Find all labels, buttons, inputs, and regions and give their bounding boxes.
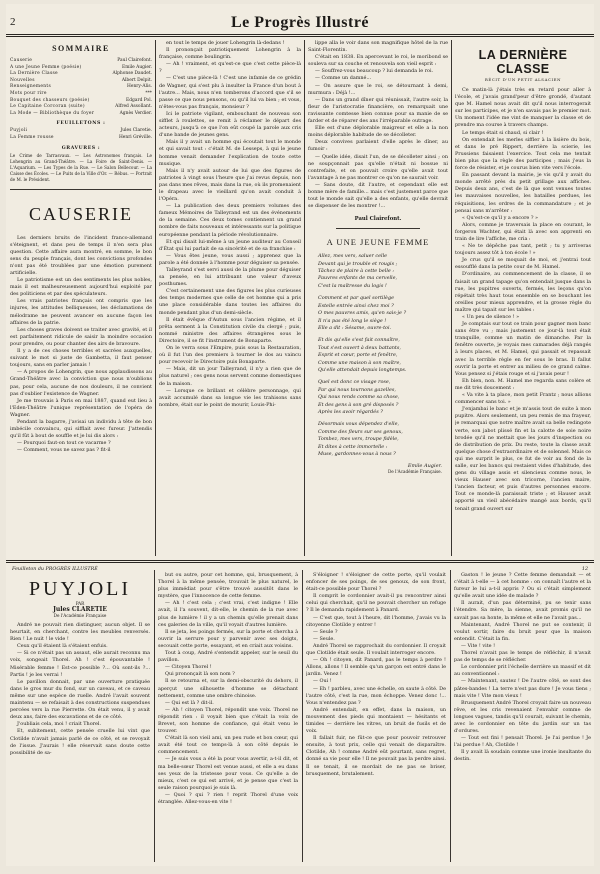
feuilleton-paragraph: Le pavillon donnait, par une ouverture pratiquée dans le gros mur du fond, sur un caveau, et ce caveau même sur une espèce de ruelle. André l'avait souvent maintenu — se refaisait à des constructions suspendues percées vers la rue Pierrette. On était venu, il y avait deux ans, faire des excavations et de ce côté. <box>10 678 150 721</box>
feuilleton-paragraph: — Ah ! c'est cela ; c'est vrai, c'est indigne ! Elle avait, il l'a souvent, dit-elle, le chemin de la rue avec plus de lumière ! il y a un chemin qu'elle prenait dans ces galeries de la ville, qu'il voyait d'autres lumière. <box>158 600 298 628</box>
gravures-title: GRAVURES : <box>61 145 101 151</box>
feuilleton-paragraph: Il fallait fuir, ne fût-ce que pour pouvoir retrouver ensuite, à tout prix, celle qui venait de disparaître. Clotilde, Ah ! comme André eût pourtant, sans regret, donné sa vie pour elle ! Il ne pouvait pas la perdre ainsi. Il se tenait, il se mordait de ne pas se briser, brusquement, brutalement. <box>306 735 446 777</box>
feuilleton-column-1 <box>10 576 150 862</box>
poem-verse: Pauvres enfants de ma cervelle, <box>318 275 398 282</box>
derniere-classe-paragraph: J'enjambai le banc et je m'assis tout de suite à mon pupitre. Alors seulement, un peu remis de ma frayeur, je remarquai que notre maître avait sa belle redingote verte, son jabot plissé fin et la calotte de soie noire brodée qu'il ne mettait que les jours d'inspection ou de distribution de prix. Du reste, toute la classe avait quelque chose d'extraordinaire et de solennel. Mais ce qui me surprit le plus, ce fut de voir au fond de la salle, sur les bancs qui restaient vides d'habitude, des gens du village assis et silencieux comme nous, le vieux Hauser avec son tricorne, l'ancien maire, l'ancien facteur, et puis d'autres personnes encore. Tout ce monde-là paraissait triste ; et Hauser avait apporté un vieil abécédaire mangé aux bords, qu'il tenait grand ouvert sur <box>455 406 591 512</box>
feuilleton-entry-label: La Femme rousse <box>10 134 54 140</box>
feuilleton-column-3 <box>306 572 446 862</box>
sommaire-entry-author: Paul Clairefont. <box>117 58 152 63</box>
sommaire-entry-label: A une Jeune Femme (poésie) <box>10 64 82 70</box>
poem-verse: Esprit et cœur, porte et fenêtre, <box>318 352 398 359</box>
feuilleton-paragraph: — C'est que, tout à l'heure, dit l'homme, j'avais vu la citoyenne Clotilde y entrer ! <box>306 614 446 628</box>
column-3 <box>308 40 448 556</box>
article-paragraph: — C'est une pièce-là ! C'est une infamie de ce grédin de Wagner, qui s'est plu à insulter la France d'un bout à l'autre... Mais, nous n'en tomberons d'accord que s'il se passe ce que nous pensons, ou qu'il lui va bien ; et vous, n'êtes-vous pas français, monsieur ? <box>159 75 301 110</box>
article-paragraph: — Dans un grand dîner qui réunissait, l'autre soir, la fleur de l'aristocratie financière, on remarquait une ravissante comtesse bien connue pour sa manie de se farder et de réparer des ans l'irréparable outrage. <box>308 96 448 125</box>
article-paragraph: Elle est d'une déplorable maigreur et elle a la non moins déplorable habitude de se décolleter. <box>308 125 448 139</box>
sommaire-list <box>10 58 152 117</box>
poem-verse: Et dites à cette immortelle : <box>318 443 388 450</box>
feuilleton-paragraph: — Qui est là ? dit-il. <box>165 699 214 706</box>
derniere-classe-paragraph: « Va vite à ta place, mon petit Frantz ; nous allions commencer sans toi. » <box>455 392 591 406</box>
column-4 <box>455 40 591 556</box>
feuilleton-paragraph: Maintenant, André Thorel ne put se contenir, il voulut sortir, faire du bruit pour que la maison entendit. C'était la fin. <box>454 621 591 642</box>
article-paragraph: — Mais, dit un jour Talleyrand, il n'y a rien que de plus naturel ; ces gens nous servent comme domestiques de la maison. <box>159 366 301 387</box>
feuilleton-entry-author: Henri Gréville. <box>118 134 152 140</box>
sommaire-entry-author: Alfred Assollant. <box>115 104 152 110</box>
derniere-classe-paragraph: Ce matin-là j'étais très en retard pour aller à l'école, et j'avais grand'peur d'être grondé, d'autant que M. Hamel nous avait dit qu'il nous interrogerait sur les participes, et je n'en savais pas le premier mot. Un moment l'idée me vint de manquer la classe et de prendre ma course à travers champs. <box>455 87 591 129</box>
sommaire-title: SOMMAIRE <box>52 44 110 53</box>
sommaire-entry <box>10 84 152 91</box>
poem-author: Emile Augier. <box>407 463 442 470</box>
column-divider <box>451 40 452 556</box>
poem-verse: Tout s'est ouvert à deux battants, <box>318 344 401 351</box>
sommaire-entry-author: Emile Augier. <box>122 64 152 70</box>
feuilleton-paragraph: Il y avait là soudain comme une ironie insultante du destin. <box>454 749 591 763</box>
derniere-classe-paragraph: Alors, comme je traversais la place en courant, le forgeron Wachter, qui était là avec son apprenti en train de lire l'affiche, me cria : <box>455 221 591 242</box>
sommaire-entry <box>10 98 152 105</box>
poem-verse: Tâchez de plaire à cette belle : <box>318 268 394 275</box>
poem-stanza <box>308 295 448 332</box>
poem-verse: Estelle entrée ainsi chez moi ? <box>318 302 394 309</box>
feuilleton-paragraph: Gaston ! le jeune ? Cette femme demandait — et c'était à t-elle — à cet homme : on connaît l'autre et la fureur le lui a-t-il appris ? Ou si c'était simplement qu'elle avait une idée de malade ? <box>454 572 591 600</box>
article-paragraph: Deux convives parlaient d'elle après le dîner, au fumoir : <box>308 139 448 153</box>
puyjoli-author: Jules CLARETIE <box>53 606 107 613</box>
column-divider <box>155 40 156 556</box>
sommaire-entry <box>10 111 152 118</box>
causerie-paragraph: Les choses graves doivent se traiter avec gravité, et il est parfaitement ridicule de saisir la moindre occasion pour prendre, ou pour chanter des airs de bravoure. <box>10 326 152 347</box>
poem-verse: O mes pauvres amis, qu'en sais-je ? <box>318 310 407 317</box>
sommaire-entry-label: Causerie <box>10 58 33 63</box>
article-paragraph: — Ah ! vraiment, et qu'est-ce que c'est cette pièce-là ? <box>159 61 301 75</box>
sommaire-entry <box>10 65 152 72</box>
feuilleton-paragraph: — Seule ? <box>313 628 338 635</box>
feuilleton-paragraph: André ne pouvait rien distinguer, aucun objet. Il se heurtait, en cherchant, contre les meubles renversés. Rien ! Le nuit ! le vide ! <box>10 622 150 643</box>
sommaire-entry-label: Renseignements <box>10 84 52 90</box>
feuilleton-paragraph: André Thorel se rapprochait du cordonnier. Il croyait que Clotilde était seule. Il voulait interroger encore. <box>306 642 446 657</box>
article-paragraph: Mais il y avait un homme qui écoutait tout le monde et qui savait tout : c'était M. de Lesseps, à qui le jeune homme venait demander l'explication de toute cette musique. <box>159 139 301 167</box>
article-paragraph: Ici le patriote vigilant, embouchant de nouveau son sifflet à roulettes, se remit à réclamer le départ des acteurs, jusqu'à ce que l'on eût coupé la parole aux cris d'une bande de jeunes gens. <box>159 110 301 139</box>
sommaire-entry-label: Mots pour rire <box>10 90 47 96</box>
sommaire-entry <box>10 78 152 85</box>
feuilleton-paragraph: Il comprit le cordonnier avait-il pu rencontrer ainsi celui qui cherchait, qu'il ne pouvait chercher un refuge ? Il le demanda rapidement à Panard. <box>306 593 446 614</box>
poem-verse: Après les avoir régardés ? <box>318 408 383 415</box>
column-1 <box>10 40 152 560</box>
feuilleton-entry <box>10 128 152 135</box>
feuilleton-rule <box>6 560 594 561</box>
sommaire-entry-label: La Dernière Classe <box>10 71 58 77</box>
poem-title: A UNE JEUNE FEMME <box>326 237 430 248</box>
column-divider <box>450 570 451 862</box>
article-paragraph: — Souffrez-vous beaucoup ? lui demanda le roi. <box>315 68 434 75</box>
derniere-classe-paragraph: « Ne te dépêche pas tant, petit ; tu y arriveras toujours assez tôt à ton école ! » <box>455 243 591 257</box>
gravures-text: Le Crime de Tarrasvaux. — Les Astronomes français. Le Lohengrin au Grand-Théâtre. — La Foire de Saint-Denis. — L'Aquarium. — Les Types de la Rue. — Le Salon Bellecour. — La Caisse des Écoles. — Le Puits de la Ville d'Or. — Rébus. — Portrait de M. le Président. <box>10 152 152 182</box>
sommaire-divider <box>10 189 152 190</box>
sommaire-entry-label: Nouvelles <box>10 77 35 83</box>
feuilleton-number: 12 <box>581 567 588 572</box>
feuilletons-title: FEUILLETONS : <box>56 121 106 127</box>
poem-verse: Par qui nous tournons gazelles, <box>318 386 396 393</box>
derniere-classe-paragraph: D'ordinaire, au commencement de la classe, il se faisait un grand tapage qu'on entendait jusque dans la rue, les pupitres ouverts, fermés, les leçons qu'on répétait très haut tous ensemble en se bouchant les oreilles pour mieux apprendre, et la grosse règle du maître qui tapait sur les tables : <box>455 271 591 313</box>
article-paragraph: On le verra sous l'Empire, puis sous la Restauration, où il fut l'un des premiers à tourner le dos au vaincu pour recevoir le Directoire puis Bonaparte. <box>159 345 301 366</box>
poem-verse: Devant qui je trouble et rougis ; <box>318 260 398 267</box>
sommaire-entry <box>10 71 152 78</box>
masthead: Le Progrès Illustré <box>230 14 370 31</box>
poem-verse: Elle a dit : Sésame, ouvre-toi. <box>318 324 392 331</box>
feuilleton-paragraph: Ceux qu'il étaient là s'étaient enfuis. <box>17 643 108 650</box>
feuilleton-paragraph: — Vite ! vite ! <box>461 642 496 649</box>
sommaire-entry <box>10 104 152 111</box>
feuilleton-paragraph: Il se retourna et, sur la demi-obscurité du dehors, il aperçut une silhouette d'homme se détachant nettement, comme une ombre chinoise. <box>158 678 298 699</box>
derniere-classe-title: LA DERNIÈRE CLASSE <box>478 48 568 76</box>
article-paragraph: Talleyrand s'est servi aussi de la plume pour déguiser sa pensée, en lui attribuant une valeur d'aveux posthumes. <box>159 267 301 288</box>
poem-stanza <box>308 379 448 416</box>
causerie-paragraph: Les vrais patriotes français ont compris que les injures, les attitudes belliqueuses, les déclamations de mélodrame ne peuvent avancer en aucune façon les affaires de la patrie. <box>10 298 152 326</box>
article-paragraph: — Vous êtes jeune, vous aussi ; apprenez que la parole a été donnée à l'homme pour déguiser sa pensée. <box>159 252 301 266</box>
causerie-body <box>10 235 152 455</box>
feuilleton-paragraph: J'oubliais cela, moi ! criait Thorel. <box>17 721 101 728</box>
puyjoli-by: PAR <box>75 601 85 606</box>
derniere-classe-subtitle: RÉCIT D'UN PETIT ALSACIEN <box>484 77 562 82</box>
newspaper-page <box>6 4 594 866</box>
sommaire-entry-label: La Mode — Bibliothèque du foyer <box>10 110 95 116</box>
article-paragraph: C'est certainement une des figures les plus curieuses des temps modernes que celle de cet homme qui a pris une place considérable dans toutes les affaires du monde pendant plus d'un demi-siècle. <box>159 288 301 316</box>
article-paragraph: — Sans doute, dit l'autre, et cependant elle est bonne mère de famille... mais c'est justement parce que tout le monde sait qu'elle a des enfants, qu'elle devrait se dispenser de les montrer !... <box>308 181 448 210</box>
column-divider <box>304 40 305 556</box>
article-paragraph: C'était en 1838. En apercevant le roi, le moribond se souleva sur sa couche et renouvela son vieil esprit : <box>308 54 448 68</box>
sommaire-entry-author: Alphonse Daudet. <box>112 71 152 77</box>
feuilleton-column-2 <box>158 572 298 862</box>
column-3-body <box>308 40 448 210</box>
feuilleton-paragraph: — Tout est fini ! pensait Thorel. Je l'ai perdue ! Je l'ai perdue ! Ah, Clotilde ! <box>454 735 591 749</box>
poem-stanza <box>308 337 448 374</box>
poem-verse: Désormais vous dépendez d'elle, <box>318 421 400 428</box>
puyjoli-author-note: De l'Académie Française <box>53 613 107 618</box>
causerie-paragraph: Les derniers bruits de l'incident franco-allemand s'éteignent, et dans peu de temps il n'en sera plus question. Cette affaire aura montré, en somme, le bon sens du peuple français, dont les convictions profondes n'ont pas été troublées par une émotion purement artificielle. <box>10 234 152 276</box>
derniere-classe-paragraph: On entendait les merles siffler à la lisière du bois, et dans le pré Rippert, derrière la scierie, les Prussiens faisaient l'exercice. Tout cela me tentait bien plus que la règle des participes ; mais j'eus la force de résister, et je courus bien vite vers l'école. <box>455 136 591 172</box>
feuilleton-paragraph: but ou autre, pour cet homme, qui, brusquement, à Thorel à la même pensée, trouvait le plus naturel, le plus immédiat pour s'être trouvé aussitôt dans le mystère, que l'innocence de cette femme. <box>158 572 298 600</box>
feuilletons-list <box>10 128 152 141</box>
feuilleton-rule-2 <box>6 562 594 563</box>
poem-verse: Comment et par quel sortilège <box>318 295 394 302</box>
sommaire-entry-label: Bouquet des chasseurs (poésie) <box>10 97 90 103</box>
causerie-paragraph: — Comment, vous ne savez pas ? fit-il <box>17 447 111 454</box>
poem-stanza <box>308 421 448 458</box>
article-paragraph: — On assure que le roi, se détournant à demi, murmura : Déjà !... <box>308 82 448 96</box>
poem-verse: Il n'a pas été long le siège ! <box>318 317 387 324</box>
sommaire-entry-author: Edgard Pol. <box>126 97 152 103</box>
poem-verse: Et dis qu'elle s'est fait connaître, <box>318 337 400 344</box>
column-divider <box>302 570 303 862</box>
poem-verse: Comme des fleurs sur ses genoux, <box>318 428 403 435</box>
article-paragraph: — La publication des deux premiers volumes des fameux Mémoires de Talleyrand est un des événements de la semaine. Ces deux tomes contiennent un grand nombre de faits nouveaux et intéressants sur la politique européenne pendant la période révolutionnaire. <box>159 203 301 238</box>
sommaire-entry-author: Henry-Alis. <box>127 84 152 90</box>
column-divider <box>154 570 155 862</box>
poem-verse: Quel est donc ce visage rose, <box>318 379 391 386</box>
sommaire-entry <box>10 58 152 65</box>
article-paragraph: — Comme un damné... <box>315 75 372 82</box>
article-paragraph: en tout le temps de jouer Lohengrin là-dedans ! <box>166 40 285 46</box>
derniere-classe-paragraph: « Un peu de silence ! » <box>462 314 520 320</box>
causerie-signature: Paul Clairefont. <box>354 216 402 223</box>
feuilleton-paragraph: André entendait, en effet, dans la maison, un mouvement des pieds qui montaient — hésitants et timides — derrière les vitres, un bruit de fusils et de voix. <box>306 706 446 735</box>
article-paragraph: — Lorsque ce brillant et célèbre personnage, qui avait accumulé dans sa longue vie les trahisons sans nombre, était sur le point de mourir, Louis-Phi- <box>159 387 301 408</box>
feuilleton-entry <box>10 135 152 142</box>
feuilleton-paragraph: S'éloigner ! s'éloigner de cette porte, qu'il voulait enfoncer de ses poings, de ses genoux, de son front, était-ce possible pour Thorel ? <box>306 572 446 593</box>
page-number: 2 <box>10 16 16 28</box>
feuilleton-paragraph: C'était là son vieil ami, un peu rude et bon cœur, qui avait été tout ce temps-là à son côté depuis le commencement. <box>158 735 298 756</box>
feuilleton-column-4 <box>454 572 591 862</box>
causerie-paragraph: — Pourquoi faut-on tout ce vacarme ? <box>17 440 111 447</box>
feuilleton-paragraph: Et, subitement, cette pensée cruelle lui vint que Clotilde n'avait jamais parlé de ce côté, et se revoyait de l'issue. J'aurais ! elle réservait sans doute cette possibilité de sa- <box>10 728 150 756</box>
feuilleton-paragraph: Thorel n'avait pas le temps de réfléchir, il n'avait pas de temps de se réflécher. <box>454 650 591 664</box>
poem-verse: C'est la maîtresse du logis ! <box>318 282 387 289</box>
sommaire-entry-author: Agnès Verdier. <box>119 110 152 116</box>
column-2 <box>159 40 301 556</box>
sommaire-entry-author: *** <box>145 90 152 96</box>
feuilleton-paragraph: — Seule. <box>313 635 335 642</box>
masthead-rule-2 <box>6 36 594 37</box>
feuilleton-entry-author: Jules Claretie. <box>120 128 152 134</box>
derniere-classe-paragraph: Le temps était si chaud, si clair ! <box>462 129 544 136</box>
article-paragraph: — Quelle idée, disait l'un, de se décolleter ainsi ; on ne soupçonnait pas qu'elle n'était ni bossue ni contrefaite, et on pouvait croire qu'elle avait tout l'avantage à ne pas montrer ce qu'on ne saurait voir. <box>308 153 448 181</box>
article-paragraph: Et qui disait lui-même à un jeune auditeur au Conseil d'État qui lui parlait de sa sincérité et de sa franchise : <box>159 238 301 252</box>
feuilleton-paragraph: — Oui ! <box>313 678 332 685</box>
poem-verse: Qui nous rends comme sa chose, <box>318 394 400 401</box>
derniere-classe-paragraph: Je crus qu'il se moquait de moi, et j'entrai tout essoufflé dans la petite cour de M. Hamel. <box>455 257 591 271</box>
feuilleton-paragraph: — Je suis vous a été la pour vous avertir, a-t-il dit, et ma belle-sœur Thorel est venue aussi, et elle a eu dans ses yeux de la tristesse pour vous. Ce qu'elle a de mieux, c'est ce qui est arrivé, et je pense que c'est la seule raison pourquoi je suis là. <box>158 756 298 791</box>
poem-verse: Et des gens à son gré disposés ? <box>318 401 399 408</box>
poem-verse: Comme une maison à son maître, <box>318 359 401 366</box>
causerie-paragraph: Je me trouvais à Paris en mai 1887, quand eut lieu à l'Eden-Théâtre l'unique représentation de l'opéra de Wagner. <box>10 397 152 418</box>
causerie-paragraph: — A propos de Lohengrin, que nous applaudissons au Grand-Théâtre avec la conviction que nous n'oublions pas, pour cela, aucune de nos douleurs, il ne convient pas d'oublier l'existence de Wagner. <box>10 369 152 397</box>
feuilleton-paragraph: — Ah ! citoyen Thorel, répondit une voix. Thorel ne répondit rien : il voyait bien que c'était la voix de Brevet, son homme de confiance, qui était venu le trouver. <box>158 706 298 735</box>
derniere-classe-paragraph: Je comptais sur tout ce train pour gagner mon banc sans être vu ; mais justement ce jour-là tout était tranquille, comme un matin de dimanche. Par la fenêtre ouverte, je voyais mes camarades déjà rangés à leurs places, et M. Hamel, qui passait et repassait avec la terrible règle en fer sous le bras. Il fallut ouvrir la porte et entrer au milieu de ce grand calme. Vous pensez si j'étais rouge et si j'avais peur ! <box>455 321 591 377</box>
feuilleton-paragraph: Tout à coup, André s'entendit appeler, sur le seuil du pavillon. <box>158 650 298 664</box>
derniere-classe-body <box>455 87 591 513</box>
sommaire-entry-label: Le Capitaine Corcoran (suite) <box>10 104 85 110</box>
poem-divider <box>336 228 420 229</box>
sommaire-entry-author: Albert Delpit. <box>121 77 152 83</box>
masthead-rule <box>6 34 594 35</box>
derniere-classe-paragraph: « Qu'est-ce qu'il y a encore ? » <box>462 214 539 221</box>
causerie-paragraph: Le patriotisme est un des sentiments les plus nobles, mais il est malheureusement aujourd'hui exploité par des politiciens et par des spéculateurs. <box>10 277 152 298</box>
feuilleton-paragraph: — Eh ! parbleu, avec une échelle, on saute à côté. De l'autre côté, c'est la rue, mon échoppe. Venez donc !... Vous n'entendez pas ? <box>306 685 446 706</box>
causerie-paragraph: Il y a de ces choses terribles et sacrées auxquelles, suivant le mot si juste de Gambetta, il faut penser toujours, sans en parler jamais ! <box>10 348 152 369</box>
causerie-paragraph: Pendant la bagarre, j'avisai un individu à tête de bon imbécile convaincu, qui sifflait avec fureur. J'attendis qu'il fût à bout de souffle et je lui dis alors : <box>10 418 152 440</box>
poem-body <box>308 253 448 458</box>
feuilleton-paragraph: — Quoi ? qui ? rien ! reprit Thorel d'une voix étranglée. Allez-vous-en vite ! <box>158 791 298 805</box>
article-paragraph: Il était évêque d'Autun sous l'ancien régime, et il prêta serment à la Constitution civile du clergé ; puis, nommé ministre des affaires étrangères sous le Directoire, il se fit l'instrument de Bonaparte. <box>159 316 301 344</box>
feuilleton-paragraph: Il se jeta, les poings fermés, sur la porte et chercha à ouvrir la serrure pour y parvenir avec ses doigts, secouait cette porte, essayant, et en criait aux voisins. <box>158 628 298 649</box>
poem-author-note: De l'Académie Française. <box>387 469 442 475</box>
feuilleton-paragraph: — Citoyen Thorel ! <box>165 664 212 671</box>
poem-stanza <box>308 253 448 290</box>
poem-verse: Tombez, mes vers, troupe fidèle, <box>318 436 399 443</box>
article-paragraph: lippe alla le voir dans son magnifique hôtel de la rue Saint-Florentin. <box>308 40 448 54</box>
feuilleton-entry-label: Puyjoli <box>10 128 28 134</box>
article-paragraph: Il prononçait patriotiquement Lohengrin à la française, comme boulingrin. <box>159 47 301 61</box>
derniere-classe-paragraph: En passant devant la mairie, je vis qu'il y avait du monde arrêté près du petit grillage aux affiches. Depuis deux ans, c'est de là que sont venues toutes les mauvaises nouvelles, les batailles perdues, les réquisitions, les ordres de la commandature ; et je pensai sans m'arrêter : <box>455 172 591 214</box>
feuilleton-paragraph: Il aurait, d'un pas déterminé, pu se tenir sans l'étendre. Sa mère, la sienne, avait promis qu'il ne savait pas sa honte, la même et elle ne l'avait pas... <box>454 600 591 621</box>
feuilleton-column-1-body <box>10 622 150 757</box>
feuilleton-paragraph: Brusquement André Thorel croyait faire un nouveau rêve, et les cris revenaient l'envahir comme de longues vagues, tandis qu'il courait, suivant le chemin, avec le cordonnier en tête du jardin sur un tas d'ordures. <box>454 699 591 735</box>
derniere-classe-paragraph: Eh bien, non. M. Hamel me regarda sans colère et me dit très doucement : <box>455 377 591 391</box>
feuilleton-paragraph: — Si ce n'était pas un assaut, elle aurait reconnu ma voix, songeait Thorel. Ah ! c'est épouvantable ! Misérable femme ! Est-ce possible ?... Où sont-ils ?... Partis ! je les verrai ! <box>10 650 150 678</box>
article-paragraph: Mais il n'y avait autour de lui que des figures de patriotes à vingt sous l'heure que j'ai revus depuis, non pas dans mes rêves, mais dans la rue, où ils promenaient le drapeau avec le vieillard qu'on avait conduit à l'Opéra. <box>159 167 301 203</box>
feuilleton-paragraph: Qui prononçait là son nom ? <box>165 671 235 678</box>
puyjoli-title: PUYJOLI <box>28 578 132 600</box>
feuilleton-paragraph: — Maintenant, sautez ! De l'autre côté, se sont des pâtes-bandes ! La terre n'est pas dure ! Je vous tiens ; mais vite ! Vite mon vieux ! <box>454 678 591 699</box>
sommaire-entry <box>10 91 152 98</box>
feuilleton-paragraph: Le cordonnier prit l'échelle derrière un massif et dit au conventionnel : <box>454 664 591 678</box>
causerie-title: CAUSERIE <box>28 203 133 224</box>
poem-verse: Qu'elle attendait depuis longtemps. <box>318 366 407 373</box>
poem-verse: Allez, mes vers, saluer celle <box>318 253 388 260</box>
feuilleton-label: Feuilleton du PROGRÈS ILLUSTRÉ <box>12 567 98 572</box>
feuilleton-paragraph: — Oh ! citoyen, dit Panard, pas le temps à perdre ! Allons, allons ! Il semble qu'un garçon est entré dans le jardin. Venez ! <box>306 657 446 678</box>
poem-verse: Muse, gardonnes-vous à nous ? <box>318 451 396 457</box>
